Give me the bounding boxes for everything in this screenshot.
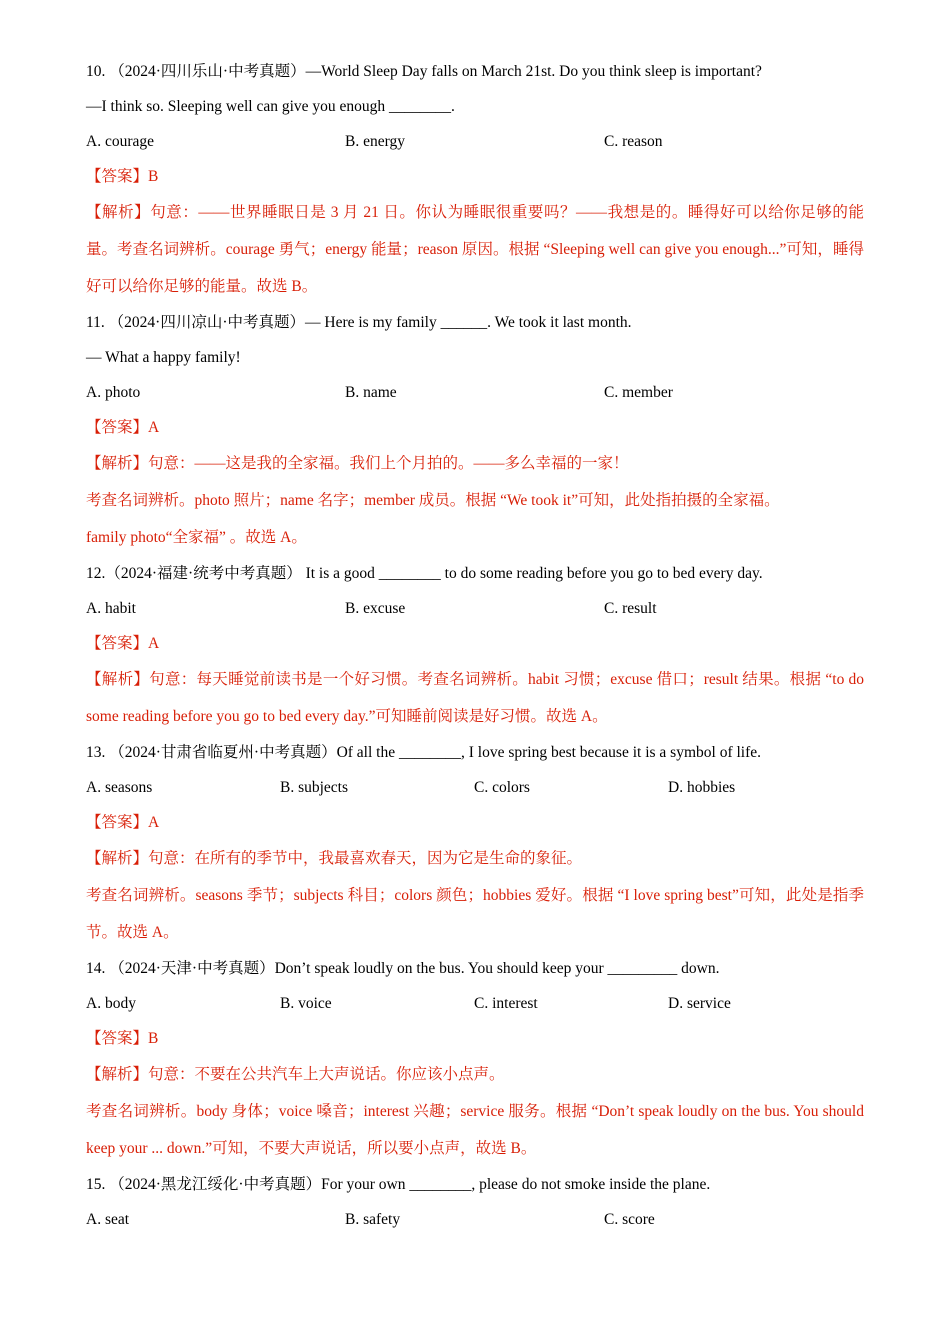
question-block — [86, 305, 864, 556]
analysis-text — [86, 661, 864, 735]
answer-label: 【答案】A — [86, 814, 160, 831]
analysis-text — [86, 445, 864, 556]
question-block — [86, 556, 864, 735]
answer-label: 【答案】B — [86, 168, 159, 185]
analysis-paragraph: family photo“全家福” 。故选 A。 — [86, 529, 307, 546]
option: B. safety — [345, 1211, 401, 1228]
option: B. subjects — [280, 779, 349, 796]
option: A. seasons — [86, 779, 153, 796]
question-stem: 14. （2024·天津·中考真题）Don’t speak loudly on the bus. You should keep your _________ down. — [86, 960, 720, 977]
analysis-text — [86, 194, 864, 305]
option: A. body — [86, 995, 136, 1012]
option: A. habit — [86, 600, 136, 617]
analysis-paragraph: 【解析】句意：每天睡觉前读书是一个好习惯。考查名词辨析。habit 习惯；excuse 借口；result 结果。根据 “to do some reading before you go to bed every day.”可知睡前阅读是好习惯。故选 A。 — [86, 671, 864, 725]
option: A. photo — [86, 384, 141, 401]
analysis-paragraph: 考查名词辨析。photo 照片；name 名字；member 成员。根据 “We took it”可知，此处指拍摄的全家福。 — [86, 492, 780, 509]
question-stem: —I think so. Sleeping well can give you enough ________. — [86, 98, 455, 115]
analysis-paragraph: 【解析】句意：——世界睡眠日是 3 月 21 日。你认为睡眠很重要吗？——我想是的。睡得好可以给你足够的能量。考查名词辨析。courage 勇气；energy 能量；reason 原因。根据 “Sleeping well can give you enough...”可知，睡得好可以给你足够的能量。故选 B。 — [86, 204, 864, 295]
question-list — [86, 54, 864, 1237]
option: C. result — [604, 600, 657, 617]
question-block — [86, 1167, 864, 1237]
options-row — [86, 770, 864, 805]
analysis-paragraph: 【解析】句意：——这是我的全家福。我们上个月拍的。——多么幸福的一家！ — [86, 455, 629, 472]
option: C. reason — [604, 133, 663, 150]
option: D. hobbies — [668, 779, 736, 796]
analysis-paragraph: 考查名词辨析。seasons 季节；subjects 科目；colors 颜色；hobbies 爱好。根据 “I love spring best”可知，此处是指季节。故选 A。 — [86, 887, 864, 941]
option: A. seat — [86, 1211, 130, 1228]
option: A. courage — [86, 133, 154, 150]
question-stem: 11. （2024·四川凉山·中考真题）— Here is my family ______. We took it last month. — [86, 314, 632, 331]
option: B. voice — [280, 995, 332, 1012]
option: B. name — [345, 384, 397, 401]
analysis-paragraph: 【解析】句意：不要在公共汽车上大声说话。你应该小点声。 — [86, 1066, 505, 1083]
question-block — [86, 54, 864, 305]
option: C. member — [604, 384, 673, 401]
analysis-paragraph: 考查名词辨析。body 身体；voice 嗓音；interest 兴趣；service 服务。根据 “Don’t speak loudly on the bus. You should keep your ... down.”可知，不要大声说话，所以要小点声，故选 B。 — [86, 1103, 864, 1157]
answer-label: 【答案】A — [86, 635, 160, 652]
options-row — [86, 986, 864, 1021]
analysis-text — [86, 840, 864, 951]
question-stem: 10. （2024·四川乐山·中考真题）—World Sleep Day falls on March 21st. Do you think sleep is important? — [86, 63, 762, 80]
option: C. score — [604, 1211, 655, 1228]
answer-label: 【答案】A — [86, 419, 160, 436]
option: B. excuse — [345, 600, 406, 617]
options-row — [86, 1202, 864, 1237]
option: B. energy — [345, 133, 405, 150]
option: C. interest — [474, 995, 538, 1012]
options-row — [86, 591, 864, 626]
options-row — [86, 124, 864, 159]
analysis-text — [86, 1056, 864, 1167]
question-stem: 12.（2024·福建·统考中考真题） It is a good ________ to do some reading before you go to bed every day. — [86, 565, 763, 582]
option: C. colors — [474, 779, 530, 796]
options-row — [86, 375, 864, 410]
question-stem: 15. （2024·黑龙江绥化·中考真题）For your own ________, please do not smoke inside the plane. — [86, 1176, 711, 1193]
analysis-paragraph: 【解析】句意：在所有的季节中，我最喜欢春天，因为它是生命的象征。 — [86, 850, 583, 867]
option: D. service — [668, 995, 731, 1012]
question-block — [86, 951, 864, 1167]
question-stem: — What a happy family! — [86, 349, 241, 366]
question-block — [86, 735, 864, 951]
answer-label: 【答案】B — [86, 1030, 159, 1047]
question-stem: 13. （2024·甘肃省临夏州·中考真题）Of all the ________, I love spring best because it is a symbol of life. — [86, 744, 762, 761]
